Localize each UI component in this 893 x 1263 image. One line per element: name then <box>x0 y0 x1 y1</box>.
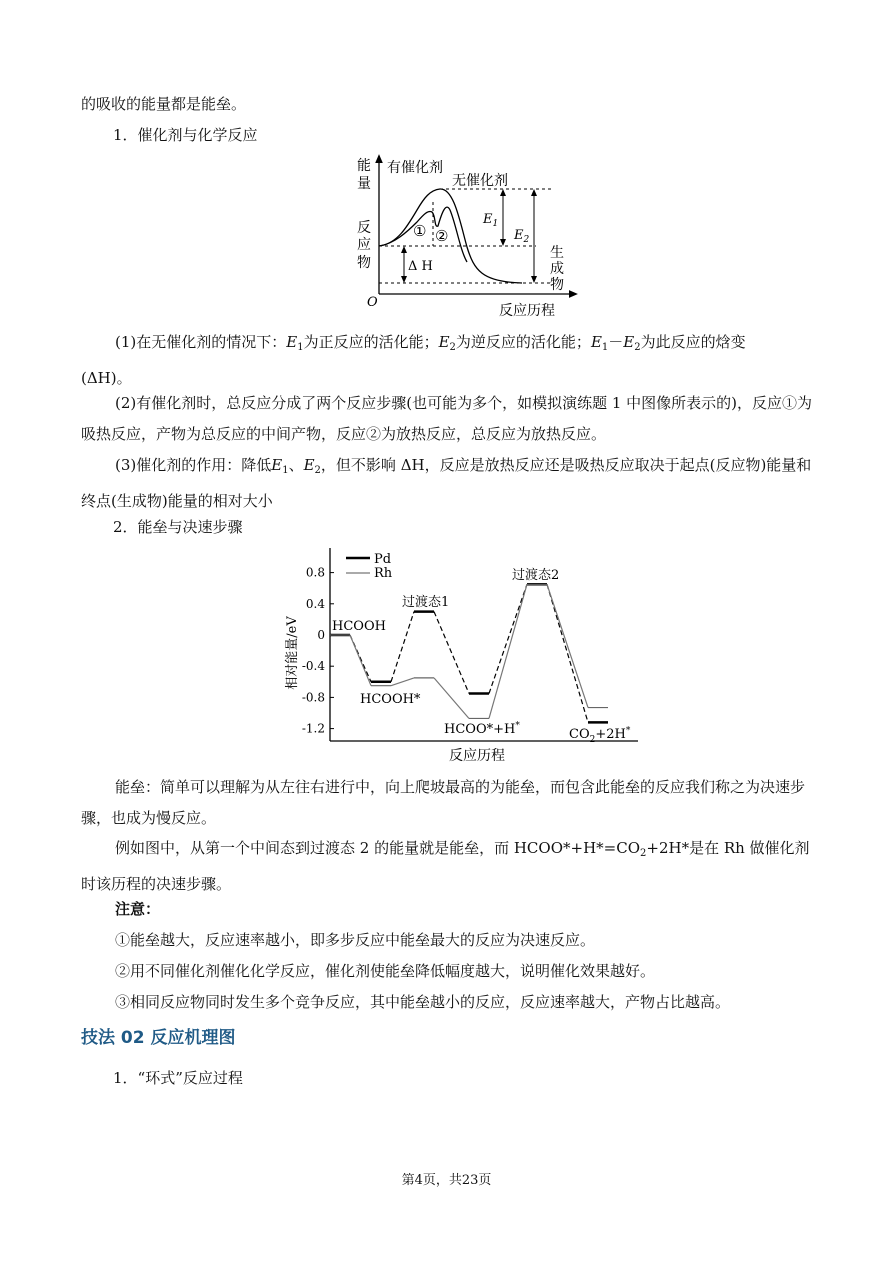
origin-label: O <box>367 295 378 310</box>
paragraph-1: (1)在无催化剂的情况下：$E_1$为正反应的活化能；$E_2$为逆反应的活化能；$E_1-E_2$为此反应的焓变 (ΔH)。 <box>81 333 746 387</box>
without-catalyst-label: 无催化剂 <box>452 173 508 189</box>
label-co2: CO <box>569 727 590 742</box>
section-heading: 技法 02 反应机理图 <box>81 1028 236 1048</box>
label-ts2: 过渡态2 <box>512 568 560 583</box>
note-1: ①能垒越大，反应速率越小，即多步反应中能垒最大的反应为决速反应。 <box>115 931 596 949</box>
legend-pd: Pd <box>374 552 392 567</box>
reactant-label-2: 应 <box>357 237 371 253</box>
reactant-label-3: 物 <box>357 255 371 271</box>
note-2: ②用不同催化剂催化化学反应，催化剂使能垒降低幅度越大，说明催化效果越好。 <box>115 962 656 980</box>
label-hcooh-star: HCOOH* <box>360 692 421 707</box>
delta-h-label: Δ H <box>408 259 433 274</box>
reactant-label-1: 反 <box>357 220 371 236</box>
legend-rh: Rh <box>374 566 393 581</box>
product-label-3: 物 <box>550 277 564 293</box>
diagram1-xlabel: 反应历程 <box>499 303 555 319</box>
paragraph-intro: 的吸收的能量都是能垒。 <box>81 95 247 113</box>
section-title-catalyst: 1．催化剂与化学反应 <box>113 126 258 144</box>
chart-ylabel: 相对能量/eV <box>285 616 300 690</box>
note-3: ③相同反应物同时发生多个竞争反应，其中能垒越小的反应，反应速率越大，产物占比越高。 <box>115 993 731 1011</box>
section-title-barrier: 2．能垒与决速步骤 <box>113 518 243 536</box>
with-catalyst-label: 有催化剂 <box>387 160 443 176</box>
chart-xlabel: 反应历程 <box>449 748 505 764</box>
paragraph-4: 能垒：简单可以理解为从左往右进行中，向上爬坡最高的为能垒，而包含此能垒的反应我们称之为决速步骤，也成为慢反应。 <box>81 778 806 827</box>
y-tick-label: 0 <box>317 628 325 642</box>
y-tick-label: -0.4 <box>301 659 325 674</box>
svg-text:CO2+2H*: $CO_2+2H^*$ <box>569 726 631 745</box>
e2-label: E <box>514 228 524 243</box>
note-title: 注意： <box>115 900 161 918</box>
y-tick-label: 0.4 <box>305 596 325 611</box>
y-tick-label: 0.8 <box>305 565 325 580</box>
y-tick-label: -1.2 <box>301 721 325 736</box>
y-tick-label: -0.8 <box>301 690 325 705</box>
ylabel-2: 量 <box>357 176 371 192</box>
page-footer: 第4页，共23页 <box>401 1173 492 1188</box>
svg-text:E1: $E_1$ <box>483 212 499 229</box>
step-1-label: ① <box>413 222 427 240</box>
paragraph-5: 例如图中，从第一个中间态到过渡态 2 的能量就是能垒，而 $HCOO*+H*=CO_2+2H*$是在 Rh 做催化剂时该历程的决速步骤。 <box>81 839 810 893</box>
energy-profile-diagram <box>352 152 582 322</box>
product-label-1: 生 <box>550 245 564 261</box>
section-title-cycle: 1．“环式”反应过程 <box>113 1069 243 1087</box>
label-hcoo-h: HCOO*+H <box>444 722 516 737</box>
svg-text:HCOO*+H*: HCOO*+H* <box>444 721 520 737</box>
energy-barrier-chart <box>282 543 642 768</box>
label-ts1: 过渡态1 <box>402 595 450 610</box>
ylabel-1: 能 <box>357 158 371 174</box>
e1-label: E <box>483 212 493 227</box>
paragraph-2: (2)有催化剂时，总反应分成了两个反应步骤(也可能为多个，如模拟演练题 1 中图像所表示的)，反应①为吸热反应，产物为总反应的中间产物，反应②为放热反应，总反应为放热反应。 <box>81 394 813 443</box>
svg-text:E2: $E_2$ <box>514 228 530 245</box>
paragraph-3: (3)催化剂的作用：降低$E_1$、$E_2$，但不影响 ΔH，反应是放热反应还是吸热反应取决于起点(反应物)能量和终点(生成物)能量的相对大小 <box>81 456 812 510</box>
product-label-2: 成 <box>550 261 564 277</box>
label-hcooh: HCOOH <box>332 619 386 634</box>
step-2-label: ② <box>435 227 449 245</box>
